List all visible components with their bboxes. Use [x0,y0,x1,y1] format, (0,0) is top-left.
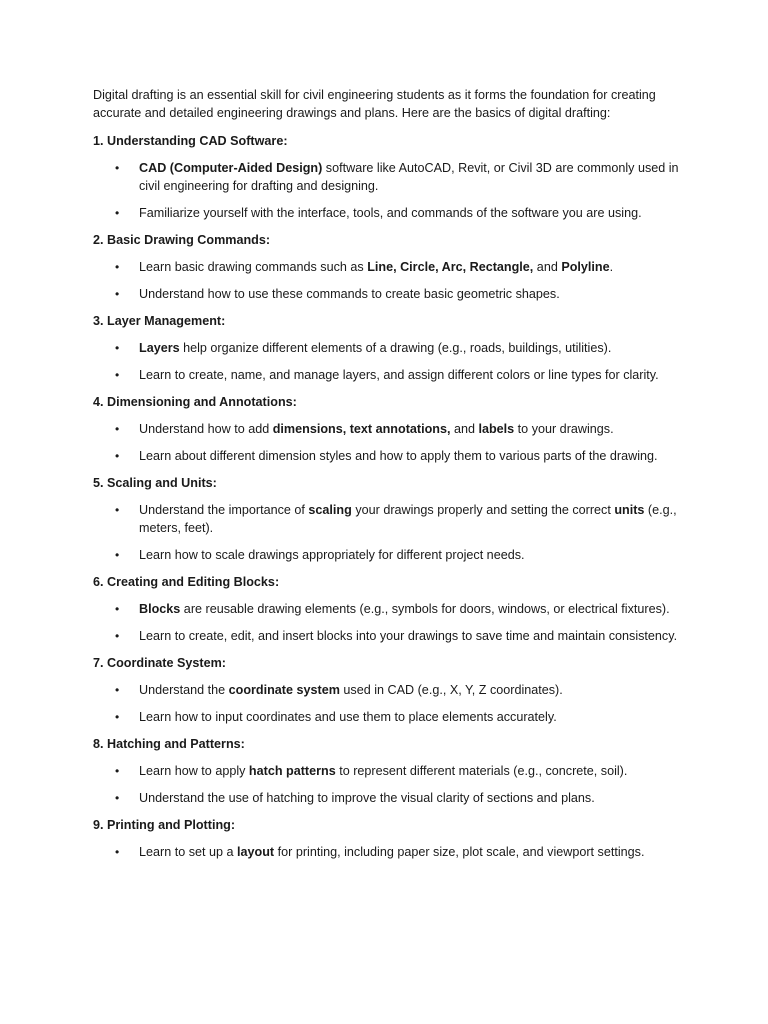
list-item [93,681,683,699]
bullet-icon: • [115,287,120,301]
bullet-text: Learn how to input coordinates and use them to place elements accurately. [139,710,557,724]
bullet-text: Learn basic drawing commands such as [139,260,368,274]
bold-term: layout [237,845,275,859]
section [93,231,683,303]
list-item [93,159,683,195]
bullet-text: Learn to set up a [139,845,238,859]
bullet-text: and [533,260,562,274]
bullet-icon: • [115,341,120,355]
bold-term: Line, Circle, Arc, Rectangle, [367,260,534,274]
sections-container [93,132,683,861]
bullet-icon: • [115,602,120,616]
bullet-list [93,159,683,222]
bullet-icon: • [115,449,120,463]
bullet-text: Learn to create, edit, and insert blocks into your drawings to save time and maintain consistency. [139,629,678,643]
bullet-list [93,681,683,726]
document-body [93,86,683,870]
bullet-icon: • [115,422,120,436]
bullet-text: used in CAD (e.g., X, Y, Z coordinates). [339,683,563,697]
section-heading: 9. Printing and Plotting: [93,818,236,832]
bullet-text: Learn to create, name, and manage layers, and assign different colors or line types for clarity. [139,368,659,382]
bullet-text: to your drawings. [514,422,614,436]
bold-term: units [614,503,645,517]
list-item [93,339,683,357]
section [93,132,683,222]
bullet-icon: • [115,710,120,724]
bullet-list [93,258,683,303]
bullet-text: are reusable drawing elements (e.g., symbols for doors, windows, or electrical fixtures). [180,602,670,616]
section [93,573,683,645]
bold-term: labels [478,422,515,436]
list-item [93,366,683,384]
list-item [93,789,683,807]
bullet-icon: • [115,791,120,805]
bold-term: dimensions, text annotations, [272,422,451,436]
bullet-text: Understand the use of hatching to improve the visual clarity of sections and plans. [139,791,595,805]
list-item [93,600,683,618]
section [93,735,683,807]
bullet-icon: • [115,683,120,697]
bullet-list [93,339,683,384]
bold-term: Layers [139,341,180,355]
bold-term: Polyline [561,260,610,274]
bullet-icon: • [115,764,120,778]
list-item [93,447,683,465]
bullet-icon: • [115,845,120,859]
section-heading: 3. Layer Management: [93,314,226,328]
bullet-text: your drawings properly and setting the correct [351,503,615,517]
bold-term: hatch patterns [248,764,336,778]
bullet-text: Learn about different dimension styles and how to apply them to various parts of the drawing. [139,449,658,463]
bold-term: scaling [308,503,352,517]
bullet-text: Learn how to apply [139,764,249,778]
section-heading: 2. Basic Drawing Commands: [93,233,271,247]
bullet-icon: • [115,629,120,643]
section [93,312,683,384]
bullet-list [93,600,683,645]
bullet-text: . [609,260,614,274]
bullet-list [93,501,683,564]
bullet-text: for printing, including paper size, plot scale, and viewport settings. [274,845,645,859]
bullet-text: help organize different elements of a drawing (e.g., roads, buildings, utilities). [179,341,612,355]
list-item [93,762,683,780]
bold-term: Blocks [139,602,181,616]
bullet-text: Familiarize yourself with the interface, tools, and commands of the software you are using. [139,206,642,220]
bullet-list [93,843,683,861]
bullet-text: Understand how to use these commands to create basic geometric shapes. [139,287,560,301]
bullet-icon: • [115,206,120,220]
bullet-text: Understand the importance of [139,503,309,517]
bullet-text: Understand how to add [139,422,273,436]
bullet-list [93,762,683,807]
section-heading: 6. Creating and Editing Blocks: [93,575,280,589]
list-item [93,420,683,438]
bullet-text: and [450,422,479,436]
list-item [93,546,683,564]
bullet-icon: • [115,161,120,175]
list-item [93,258,683,276]
bullet-icon: • [115,503,120,517]
section-heading: 5. Scaling and Units: [93,476,217,490]
bullet-text: (e.g., meters, feet). [139,503,677,535]
bullet-list [93,420,683,465]
bold-term: coordinate system [228,683,340,697]
list-item [93,285,683,303]
bullet-text: software like AutoCAD, Revit, or Civil 3D are commonly used in civil engineering for drafting and designing. [139,161,679,193]
bullet-text: Understand the [139,683,229,697]
section-heading: 4. Dimensioning and Annotations: [93,395,297,409]
bullet-icon: • [115,548,120,562]
bullet-icon: • [115,368,120,382]
bullet-text: to represent different materials (e.g., concrete, soil). [335,764,628,778]
bullet-text: Learn how to scale drawings appropriately for different project needs. [139,548,525,562]
section-heading: 7. Coordinate System: [93,656,226,670]
section [93,654,683,726]
section [93,816,683,861]
section-heading: 1. Understanding CAD Software: [93,134,288,148]
list-item [93,501,683,537]
bullet-icon: • [115,260,120,274]
section-heading: 8. Hatching and Patterns: [93,737,245,751]
bold-term: CAD (Computer-Aided Design) [139,161,323,175]
intro-paragraph: Digital drafting is an essential skill for civil engineering students as it forms the foundation for creating accurate and detailed engineering drawings and plans. Here are the basics of digital drafting: [93,88,656,120]
list-item [93,204,683,222]
list-item [93,627,683,645]
section [93,474,683,564]
list-item [93,708,683,726]
section [93,393,683,465]
list-item [93,843,683,861]
